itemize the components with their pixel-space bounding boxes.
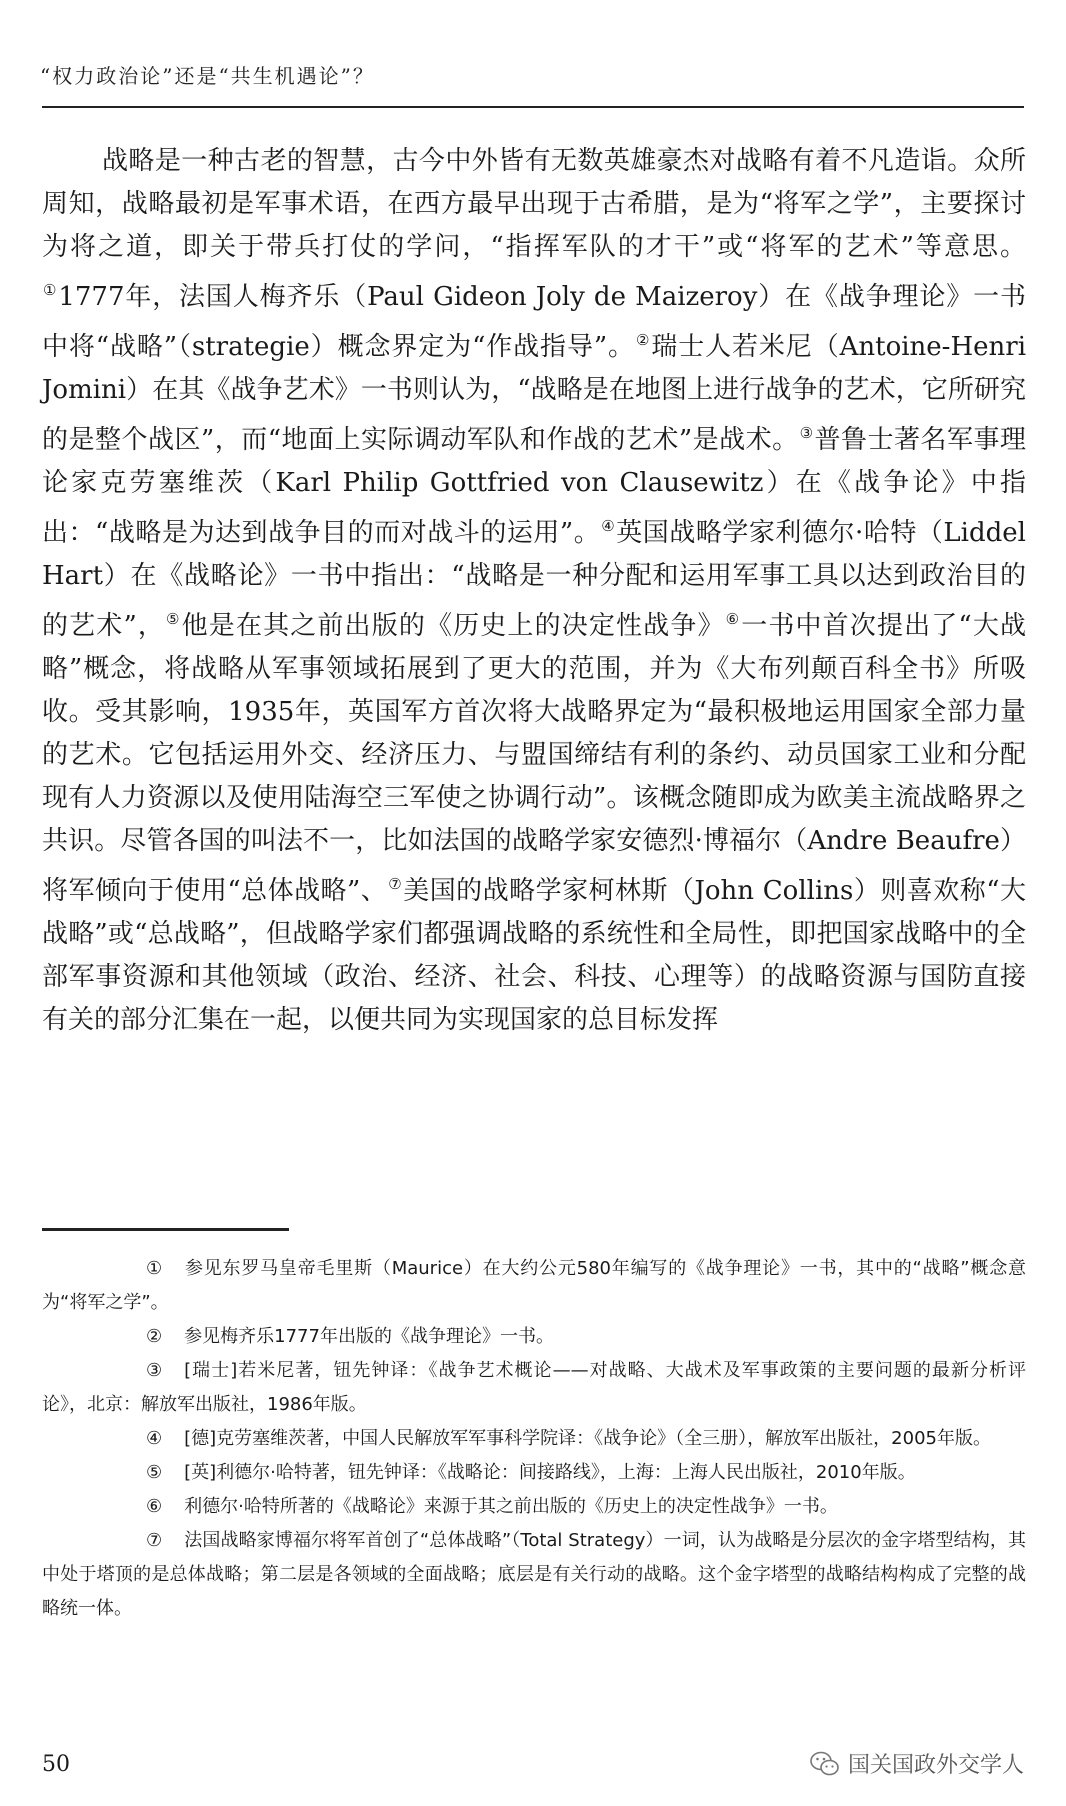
footnote-marker-7[interactable]: ⑦ [388,875,403,893]
footnote-5 [42,1456,1026,1490]
footnote-4 [42,1422,1026,1456]
text-segment: 英国战略学家利德尔·哈特（Liddel Hart）在《战略论》一书中指出：“战略是一种分配和运用军事工具以达到政治目的的艺术”， [42,518,1026,641]
text-segment: 一书中首次提出了“大战略”概念，将战略从军事领域拓展到了更大的范围，并为《大布列颠百科全书》所吸收。受其影响，1935年，英国军方首次将大战略界定为“最积极地运用国家全部力量的艺术。它包括运用外交、经济压力、与盟国缔结有利的条约、动员国家工业和分配现有人力资源以及使用陆海空三军使之协调行动”。该概念随即成为欧美主流战略界之共识。尽管各国的叫法不一，比如法国的战略学家安德烈·博福尔（Andre Beaufre）将军倾向于使用“总体战略”、 [42,611,1027,906]
footnote-rule [42,1228,289,1231]
footnote-text: 法国战略家博福尔将军首创了“总体战略”（Total Strategy）一词，认为战略是分层次的金字塔型结构，其中处于塔顶的是总体战略；第二层是各领域的全面战略；底层是有关行动的战略。这个金字塔型的战略结构构成了完整的战略统一体。 [42,1530,1026,1619]
footnote-number: ④ [146,1428,163,1449]
watermark [810,1748,1024,1779]
footnote-1 [42,1252,1026,1320]
footnote-marker-1[interactable]: ① [43,281,58,299]
footnote-marker-3[interactable]: ③ [799,424,814,442]
footnote-6 [42,1490,1026,1524]
footnote-2 [42,1320,1026,1354]
body-paragraph [42,140,1026,1042]
footnote-number: ⑦ [146,1530,163,1551]
main-text [42,140,1026,1042]
header-rule [42,106,1024,108]
text-segment: 瑞士人若米尼（Antoine-Henri Jomini）在其《战争艺术》一书则认为，“战略是在地图上进行战争的艺术，它所研究的是整个战区”，而“地面上实际调动军队和作战的艺术”是战术。 [42,332,1027,455]
wechat-icon [810,1751,840,1777]
footnote-7 [42,1524,1026,1626]
footnote-text: [英]利德尔·哈特著，钮先钟译：《战略论：间接路线》，上海：上海人民出版社，2010年版。 [184,1462,916,1483]
text-segment: 美国的战略学家柯林斯（John Collins）则喜欢称“大战略”或“总战略”，但战略学家们都强调战略的系统性和全局性，即把国家战略中的全部军事资源和其他领域（政治、经济、社会、科技、心理等）的战略资源与国防直接有关的部分汇集在一起，以便共同为实现国家的总目标发挥 [42,876,1026,1035]
footnote-text: [德]克劳塞维茨著，中国人民解放军军事科学院译：《战争论》（全三册），解放军出版社，2005年版。 [184,1428,991,1449]
footnote-number: ⑥ [146,1496,163,1517]
footnote-marker-5[interactable]: ⑤ [166,610,181,628]
watermark-text: 国关国政外交学人 [847,1753,1024,1778]
running-header: “权力政治论”还是“共生机遇论”？ [40,64,375,88]
text-segment: 他是在其之前出版的《历史上的决定性战争》 [181,611,725,641]
footnote-text: 参见东罗马皇帝毛里斯（Maurice）在大约公元580年编写的《战争理论》一书，其中的“战略”概念意为“将军之学”。 [42,1258,1026,1313]
footnote-3 [42,1354,1026,1422]
footnote-marker-2[interactable]: ② [635,331,651,349]
footnote-text: 利德尔·哈特所著的《战略论》来源于其之前出版的《历史上的决定性战争》一书。 [184,1496,838,1517]
text-segment: 战略是一种古老的智慧，古今中外皆有无数英雄豪杰对战略有着不凡造诣。众所周知，战略最初是军事术语，在西方最早出现于古希腊，是为“将军之学”，主要探讨为将之道，即关于带兵打仗的学问，“指挥军队的才干”或“将军的艺术”等意思。 [42,146,1026,262]
text-segment: 普鲁士著名军事理论家克劳塞维茨（Karl Philip Gottfried von Clausewitz）在《战争论》中指出：“战略是为达到战争目的而对战斗的运用”。 [42,425,1026,548]
text-segment: 1777年，法国人梅齐乐（Paul Gideon Joly de Maizeroy）在《战争理论》一书中将“战略”（strategie）概念界定为“作战指导”。 [42,282,1026,362]
page-number: 50 [42,1752,70,1777]
footnote-number: ③ [146,1360,163,1381]
footnote-marker-4[interactable]: ④ [601,517,616,535]
footnote-text: [瑞士]若米尼著，钮先钟译：《战争艺术概论——对战略、大战术及军事政策的主要问题的最新分析评论》，北京：解放军出版社，1986年版。 [42,1360,1026,1415]
footnote-number: ② [146,1326,163,1347]
footnote-text: 参见梅齐乐1777年出版的《战争理论》一书。 [184,1326,554,1347]
footnotes [42,1252,1026,1626]
footnote-number: ① [146,1258,163,1279]
footnote-number: ⑤ [146,1462,163,1483]
footnote-marker-6[interactable]: ⑥ [725,610,741,628]
